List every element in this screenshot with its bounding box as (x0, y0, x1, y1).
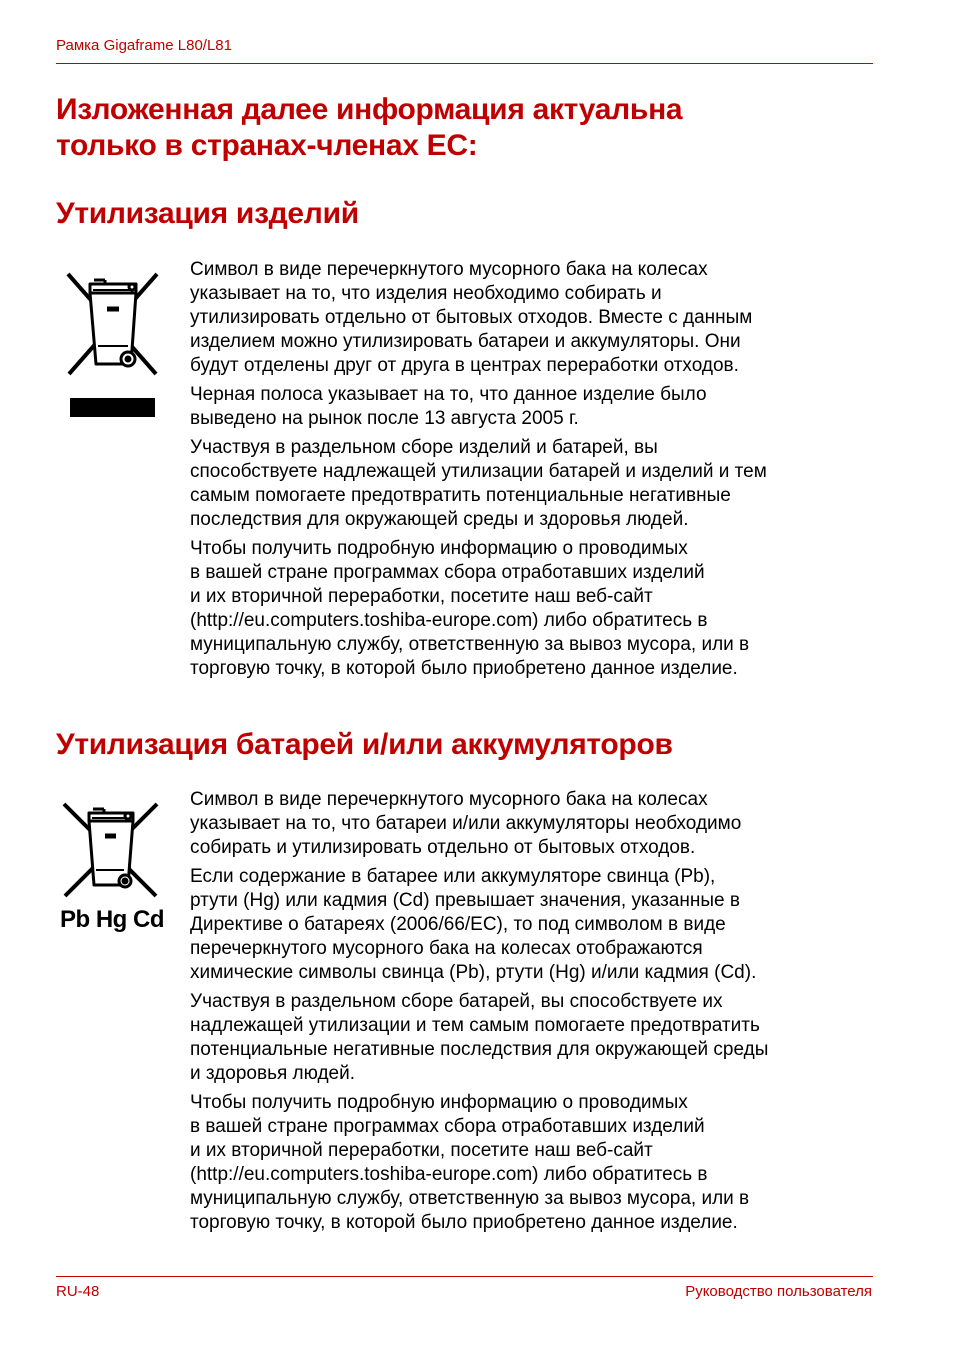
text-line: (http://eu.computers.toshiba-europe.com) либо обратитесь в (190, 610, 708, 631)
text-line: Символ в виде перечеркнутого мусорного бака на колесах (190, 259, 708, 280)
text-line: Участвуя в раздельном сборе изделий и батарей, вы (190, 437, 658, 458)
page-number: RU-48 (56, 1283, 100, 1300)
text-line: муниципальную службу, ответственную за вывоз мусора, или в (190, 1188, 750, 1209)
text-line: химические символы свинца (Pb), ртути (Hg) и/или кадмия (Cd). (190, 962, 757, 983)
paragraph (190, 537, 880, 681)
notice-heading-line: только в странах-членах ЕС: (56, 129, 478, 162)
section-heading-products: Утилизация изделий (56, 197, 359, 230)
text-line: утилизировать отдельно от бытовых отходов. Вместе с данным (190, 307, 753, 328)
text-line: муниципальную службу, ответственную за вывоз мусора, или в (190, 634, 750, 655)
header-rule (56, 63, 873, 64)
text-line: (http://eu.computers.toshiba-europe.com) либо обратитесь в (190, 1164, 708, 1185)
text-line: и здоровья людей. (190, 1063, 355, 1084)
text-line: изделием можно утилизировать батареи и аккумуляторы. Они (190, 331, 741, 352)
section-body-products (190, 258, 880, 686)
paragraph (190, 990, 880, 1086)
text-line: и их вторичной переработки, посетите наш веб-сайт (190, 586, 653, 607)
footer-doc-title: Руководство пользователя (685, 1283, 872, 1300)
section-heading-batteries: Утилизация батарей и/или аккумуляторов (56, 728, 673, 761)
paragraph (190, 436, 880, 532)
text-line: Директиве о батареях (2006/66/EC), то под символом в виде (190, 914, 726, 935)
notice-heading (56, 92, 682, 164)
text-line: Если содержание в батарее или аккумуляторе свинца (Pb), (190, 866, 716, 887)
text-line: потенциальные негативные последствия для окружающей среды (190, 1039, 769, 1060)
text-line: и их вторичной переработки, посетите наш веб-сайт (190, 1140, 653, 1161)
text-line: в вашей стране программах сбора отработавших изделий (190, 1116, 705, 1137)
text-line: торговую точку, в которой было приобретено данное изделие. (190, 658, 738, 679)
crossed-out-wheelie-bin-icon (58, 800, 163, 900)
document-title: Рамка Gigaframe L80/L81 (56, 37, 232, 54)
paragraph (190, 865, 880, 985)
text-line: последствия для окружающей среды и здоровья людей. (190, 509, 689, 530)
chemical-symbols-label: Pb Hg Cd (60, 906, 164, 933)
text-line: выведено на рынок после 13 августа 2005 г. (190, 408, 579, 429)
crossed-out-wheelie-bin-icon (60, 268, 165, 380)
text-line: указывает на то, что изделия необходимо собирать и (190, 283, 662, 304)
paragraph (190, 788, 880, 860)
text-line: надлежащей утилизации и тем самым помогаете предотвратить (190, 1015, 760, 1036)
text-line: указывает на то, что батареи и/или аккумуляторы необходимо (190, 813, 742, 834)
text-line: ртути (Hg) или кадмия (Cd) превышает значения, указанные в (190, 890, 740, 911)
text-line: Чтобы получить подробную информацию о проводимых (190, 1092, 688, 1113)
paragraph (190, 383, 880, 431)
text-line: Чтобы получить подробную информацию о проводимых (190, 538, 688, 559)
text-line: торговую точку, в которой было приобретено данное изделие. (190, 1212, 738, 1233)
section-body-batteries (190, 788, 880, 1240)
text-line: Черная полоса указывает на то, что данное изделие было (190, 384, 707, 405)
footer-rule (56, 1276, 873, 1277)
text-line: перечеркнутого мусорного бака на колесах отображаются (190, 938, 703, 959)
black-bar-marker (70, 398, 155, 417)
text-line: собирать и утилизировать отдельно от бытовых отходов. (190, 837, 696, 858)
notice-heading-line: Изложенная далее информация актуальна (56, 93, 683, 126)
text-line: самым помогаете предотвратить потенциальные негативные (190, 485, 731, 506)
text-line: Участвуя в раздельном сборе батарей, вы способствуете их (190, 991, 723, 1012)
paragraph (190, 1091, 880, 1235)
text-line: в вашей стране программах сбора отработавших изделий (190, 562, 705, 583)
text-line: Символ в виде перечеркнутого мусорного бака на колесах (190, 789, 708, 810)
text-line: будут отделены друг от друга в центрах переработки отходов. (190, 355, 739, 376)
paragraph (190, 258, 880, 378)
text-line: способствуете надлежащей утилизации батарей и изделий и тем (190, 461, 767, 482)
